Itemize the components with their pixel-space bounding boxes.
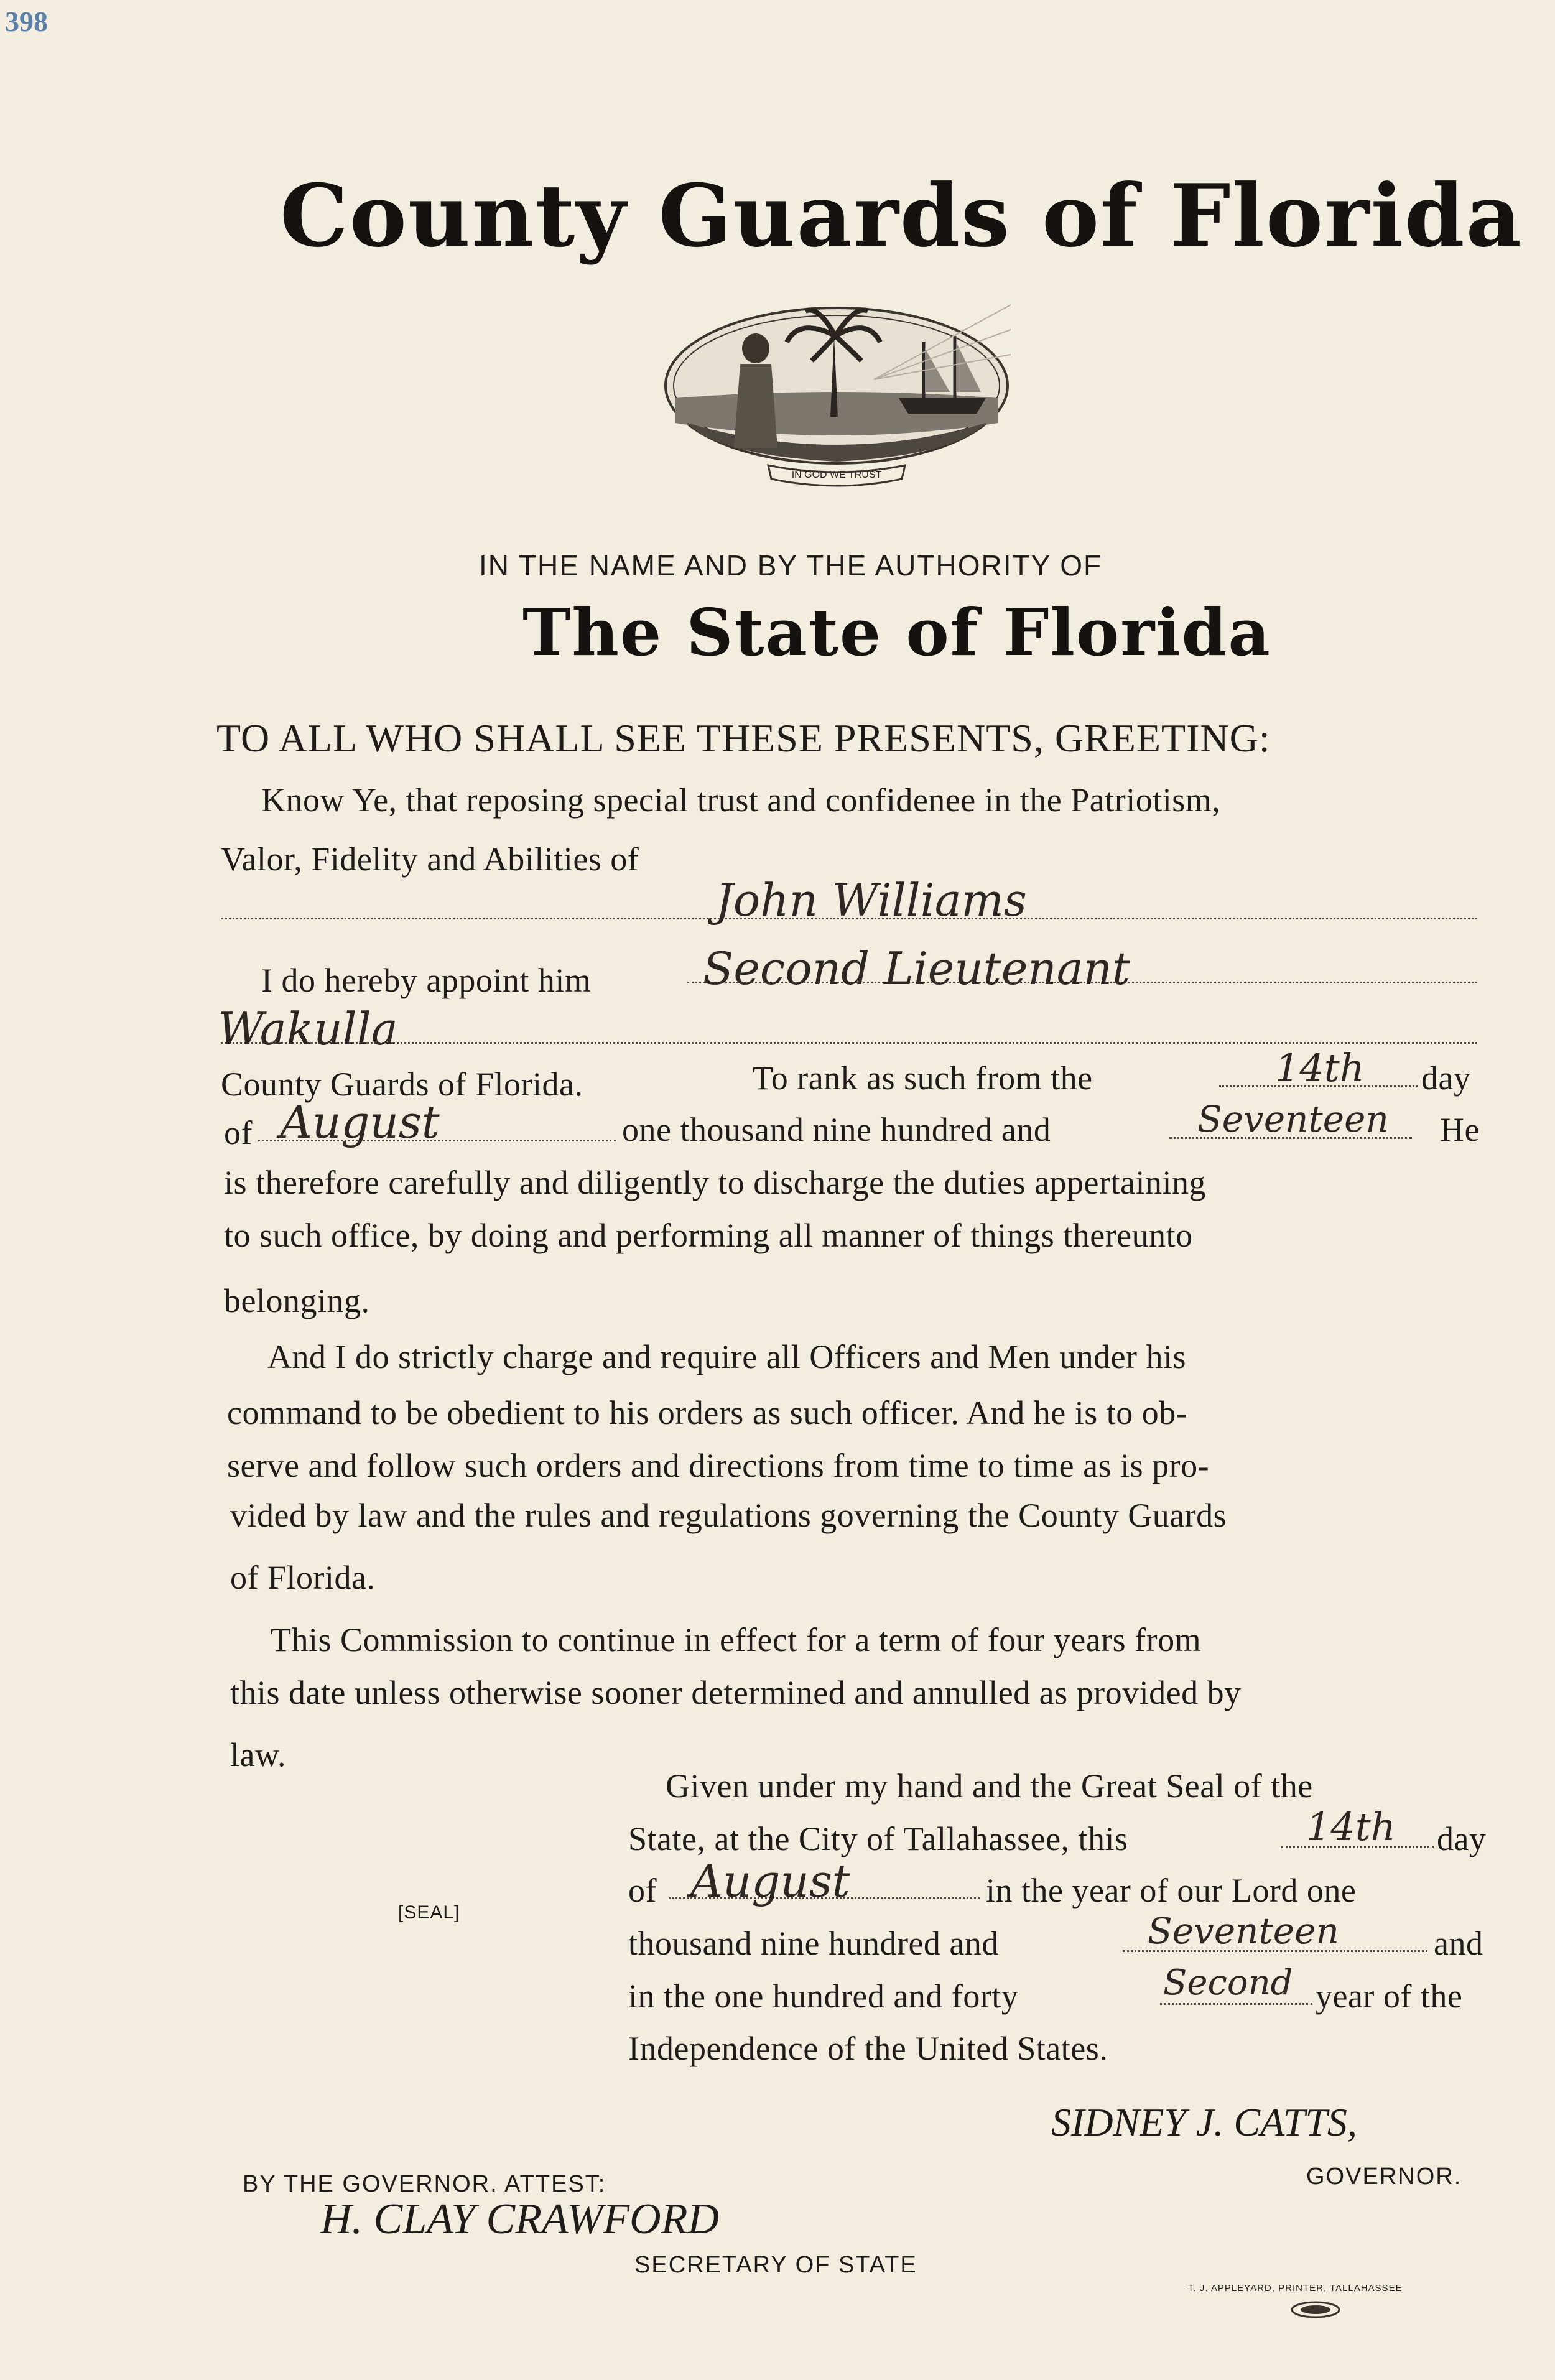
handwritten-month1: August xyxy=(280,1096,440,1148)
para2-line3: serve and follow such orders and directions from time to time as is pro- xyxy=(227,1447,1210,1484)
para3-line1: This Commission to continue in effect for a term of four years from xyxy=(271,1621,1202,1658)
para1-line-belonging: belonging. xyxy=(224,1282,370,1319)
printer-mark: T. J. APPLEYARD, PRINTER, TALLAHASSEE xyxy=(1188,2283,1403,2294)
he-label: He xyxy=(1440,1111,1480,1148)
given-line5-b: year of the xyxy=(1316,1978,1463,2015)
county-fill-line xyxy=(221,1036,1477,1044)
given-line5-a: in the one hundred and forty xyxy=(628,1978,1019,2015)
union-label-icon xyxy=(1291,2300,1340,2319)
seal-motto: IN GOD WE TRUST xyxy=(791,470,882,480)
para3-line2: this date unless otherwise sooner determined and annulled as provided by xyxy=(230,1674,1242,1711)
handwritten-rank: Second Lieutenant xyxy=(703,942,1130,995)
handwritten-year1: Seventeen xyxy=(1197,1098,1389,1140)
state-title: The State of Florida xyxy=(522,594,1271,671)
secretary-title: SECRETARY OF STATE xyxy=(634,2252,917,2278)
greeting: TO ALL WHO SHALL SEE THESE PRESENTS, GREETING: xyxy=(216,716,1271,760)
given-line2-a: State, at the City of Tallahassee, this xyxy=(628,1820,1128,1857)
thousand-label-1: one thousand nine hundred and xyxy=(622,1111,1051,1148)
given-line1: Given under my hand and the Great Seal of the xyxy=(666,1767,1313,1805)
day-label-1: day xyxy=(1421,1059,1471,1097)
handwritten-county: Wakulla xyxy=(218,1003,398,1055)
given-line3-b: in the year of our Lord one xyxy=(986,1872,1357,1909)
authority-line: IN THE NAME AND BY THE AUTHORITY OF xyxy=(479,549,1103,582)
rank-from-label: To rank as such from the xyxy=(753,1059,1093,1097)
para2-line2: command to be obedient to his orders as such officer. And he is to ob- xyxy=(227,1394,1188,1431)
appoint-label: I do hereby appoint him xyxy=(261,962,592,999)
para1-line1: Know Ye, that reposing special trust and confidenee in the Patriotism, xyxy=(261,781,1221,819)
para3-line3: law. xyxy=(230,1736,286,1773)
handwritten-year2: Seventeen xyxy=(1148,1910,1339,1952)
handwritten-month2: August xyxy=(690,1855,850,1907)
governor-name: SIDNEY J. CATTS, xyxy=(1051,2100,1357,2144)
given-line6: Independence of the United States. xyxy=(628,2030,1108,2067)
given-line2-b: day xyxy=(1437,1820,1487,1857)
handwritten-ordinal: Second xyxy=(1163,1963,1293,2003)
para1-line2: Valor, Fidelity and Abilities of xyxy=(221,840,639,878)
handwritten-day1: 14th xyxy=(1275,1045,1365,1090)
handwritten-name: John Williams xyxy=(715,874,1027,926)
document-title: County Guards of Florida xyxy=(280,165,1523,266)
page-number: 398 xyxy=(5,6,48,37)
given-line4-b: and xyxy=(1434,1925,1483,1962)
given-line3-a: of xyxy=(628,1872,657,1909)
state-seal-image xyxy=(662,292,1011,504)
para2-line4: vided by law and the rules and regulations governing the County Guards xyxy=(230,1497,1227,1534)
para2-line1: And I do strictly charge and require all Officers and Men under his xyxy=(267,1338,1187,1375)
para1-line-is: is therefore carefully and diligently to discharge the duties appertaining xyxy=(224,1164,1206,1201)
attest-line: BY THE GOVERNOR. ATTEST: xyxy=(243,2171,606,2197)
given-line4-a: thousand nine hundred and xyxy=(628,1925,999,1962)
of-label-1: of xyxy=(224,1114,253,1151)
para1-line-to: to such office, by doing and performing all manner of things thereunto xyxy=(224,1217,1193,1254)
governor-title: GOVERNOR. xyxy=(1306,2164,1462,2190)
secretary-name: H. CLAY CRAWFORD xyxy=(320,2195,720,2243)
seal-label: [SEAL] xyxy=(398,1902,460,1923)
county-guards-label: County Guards of Florida. xyxy=(221,1066,583,1103)
handwritten-day2: 14th xyxy=(1306,1804,1396,1849)
para2-line5: of Florida. xyxy=(230,1559,376,1596)
